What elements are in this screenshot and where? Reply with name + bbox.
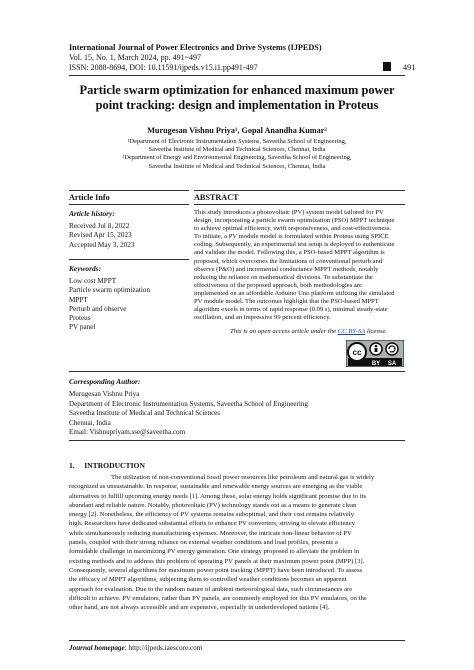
intro-line: existing methods and to address this problem of operating PV panels at their maximum power point (MPP) [3]. — [69, 557, 365, 565]
intro-line: Consequently, several algorithms for maximum power point tracking (MPPT) have been introduced. To assess — [69, 566, 363, 574]
introduction-heading: 1. INTRODUCTION — [69, 461, 145, 470]
intro-line: panels, coupled with their strong reliance on external weather conditions and load profiles, presents a — [69, 539, 338, 547]
license-suffix: license. — [365, 328, 388, 335]
history-item: Revised Apr 15, 2023 — [69, 231, 132, 240]
abstract-head-rule — [194, 204, 405, 205]
keyword-item: Proteus — [69, 314, 91, 323]
history-item: Received Jul 8, 2022 — [69, 222, 130, 230]
intro-line: high. Researchers have dedicated substantial efforts to enhance PV converters, striving to elevate efficiency — [69, 520, 355, 528]
keyword-item: MPPT — [69, 295, 88, 304]
intro-line: while simultaneously reducing manufacturing expenses. Moreover, the intricate non-linear behavior of PV — [69, 529, 352, 537]
history-rule — [69, 259, 189, 260]
license-prefix: This is an open access article under the — [230, 328, 338, 335]
corresponding-email: Email: Vishnupriyam.sse@saveetha.com — [69, 428, 186, 437]
journal-name: International Journal of Power Electronics and Drive Systems (IJPEDS) — [69, 43, 322, 52]
abstract-line: design, incorporating a particle swarm optimization (PSO) MPPT technique — [194, 217, 395, 225]
page-square-icon — [383, 62, 391, 71]
intro-line: the efficacy of MPPT algorithms, subjecting them to controlled weather conditions becomes an apparent — [69, 576, 347, 584]
affiliation-line: ¹Department of Electronic Instrumentation Systems, Saveetha School of Engineering, — [127, 138, 347, 145]
intro-line: energy [2]. Nonetheless, the efficiency of PV systems remains suboptimal, and their cost remains relatively — [69, 511, 354, 519]
article-info-heading: Article Info — [69, 193, 110, 202]
corresponding-city: Chennai, India — [69, 418, 111, 427]
keywords-list — [69, 277, 189, 333]
intro-line: approach for evaluation. Due to the random nature of ambient meteorological data, such circumstances are — [69, 585, 353, 593]
history-item: Accepted May 3, 2023 — [69, 240, 135, 249]
license-note — [230, 328, 387, 335]
by-label: BY — [371, 361, 381, 367]
abstract-line: algorithm excels in terms of rapid response (0.09 s), minimal steady-state — [194, 306, 388, 314]
title-line: Particle swarm optimization for enhanced maximum power — [79, 83, 395, 97]
keyword-item: Particle swarm optimization — [69, 286, 151, 295]
corresponding-block — [69, 390, 308, 438]
abstract-line: effectiveness of the proposed approach, both methodologies are — [194, 281, 362, 289]
corresponding-bottom-rule — [69, 440, 405, 441]
affiliation-line: ²Department of Energy and Environmental Engineering, Saveetha School of Engineering, — [122, 154, 352, 162]
corresponding-heading: Corresponding Author: — [69, 377, 141, 386]
header-divider — [69, 75, 405, 76]
abstract-top-rule — [194, 190, 405, 191]
abstract-line: to achieve optimal efficiency, swift responsiveness, and cost-effectiveness. — [194, 225, 392, 233]
affiliation-line: Saveetha Institute of Medical and Technical Sciences, Chennai, India — [148, 146, 326, 154]
abstract-line: observe (P&O) and incremental conductance MPPT methods, notably — [194, 265, 379, 273]
footer-rule — [69, 640, 405, 641]
issn-doi: ISSN: 2088-8694, DOI: 10.11591/ijpeds.v15.i1.pp491-497 — [69, 63, 258, 72]
affiliations — [69, 138, 405, 171]
abstract-line: reducing the reliance on mathematical divisions. To substantiate the — [194, 273, 373, 281]
license-link[interactable]: CC BY-SA — [337, 328, 366, 335]
keyword-item: Perturb and observe — [69, 304, 127, 313]
sa-label: SA — [387, 361, 397, 367]
cc-label: cc — [352, 348, 362, 357]
corresponding-rule — [69, 371, 405, 372]
keyword-item: Low cost MPPT — [69, 277, 117, 285]
intro-line: recognized as unsustainable. In response, sustainable and renewable energy sources are emerging as the viable — [69, 483, 363, 491]
abstract-heading: ABSTRACT — [194, 193, 239, 202]
abstract-line: proposed, which overcomes the limitations of conventional perturb and — [194, 257, 383, 265]
authors: Murugesan Vishnu Priya¹, Gopal Anandha Kumar² — [147, 126, 327, 135]
introduction-body — [69, 473, 405, 612]
abstract-line: coding. Subsequently, an experimental test setup is deployed to authenticate — [194, 241, 395, 249]
affiliation-line: Saveetha Institute of Medical and Technical Sciences, Chennai, India — [148, 162, 326, 170]
abstract-line: implemented on an affordable Arduino Uno platform utilizing the simulated — [194, 289, 395, 297]
abstract-line: This study introduces a photovoltaic (PV) system model tailored for PV — [194, 209, 384, 216]
page-number: 491 — [403, 63, 416, 72]
keywords-heading: Keywords: — [69, 264, 102, 273]
cc-by-sa-badge[interactable] — [346, 340, 404, 367]
corresponding-inst: Saveetha Institute of Medical and Technical Sciences — [69, 409, 221, 418]
intro-line: formidable challenge in maximizing PV energy generation. One strategy proposed to alleviate the problem in — [69, 548, 360, 556]
intro-line: difficult to achieve. PV emulators, rather than PV panels, are commonly employed for this PV emulators, on the — [69, 594, 367, 602]
info-top-rule — [69, 190, 189, 191]
footer-url[interactable]: : http://ijpeds.iaescore.com — [124, 644, 203, 652]
info-head-rule — [69, 204, 189, 205]
footer — [69, 644, 202, 652]
abstract-line: To initiate, a PV module model is formulated within Proteus using SPICE — [194, 233, 389, 241]
footer-label: Journal homepage — [69, 644, 125, 652]
keyword-item: PV panel — [69, 323, 96, 332]
volume-info: Vol. 15, No. 1, March 2024, pp. 491~497 — [69, 53, 201, 62]
history-heading: Article history: — [69, 209, 115, 218]
paper-title — [69, 83, 405, 113]
abstract-line: PV module model. The outcomes highlight that the PSO-based MPPT — [194, 298, 379, 306]
abstract-line: oscillation, and an impressive 99 percent efficiency. — [194, 314, 331, 322]
intro-line: alternatives to fulfill upcoming energy needs [1]. Among these, solar energy holds significant promise due to its — [69, 492, 367, 500]
title-line: point tracking: design and implementation in Proteus — [95, 98, 379, 112]
intro-line: abundant and reliable nature. Notably, photovoltaic (PV) technology stands out as a means to generate clean — [69, 501, 357, 509]
intro-line: The utilization of non-conventional fossil power resources like petroleum and natural gas is widely — [111, 474, 375, 481]
history-list — [69, 222, 189, 250]
corresponding-name: Murugesan Vishnu Priya — [69, 390, 140, 398]
corresponding-dept: Department of Electronic Instrumentation Systems, Saveetha School of Engineering — [69, 399, 308, 408]
abstract-line: and validate the model. Following this, a PSO-based MPPT algorithm is — [194, 249, 385, 257]
abstract-body — [194, 209, 405, 322]
intro-line: other hand, are not always accessible and are expensive, especially in underdeveloped nations [4]. — [69, 604, 330, 612]
